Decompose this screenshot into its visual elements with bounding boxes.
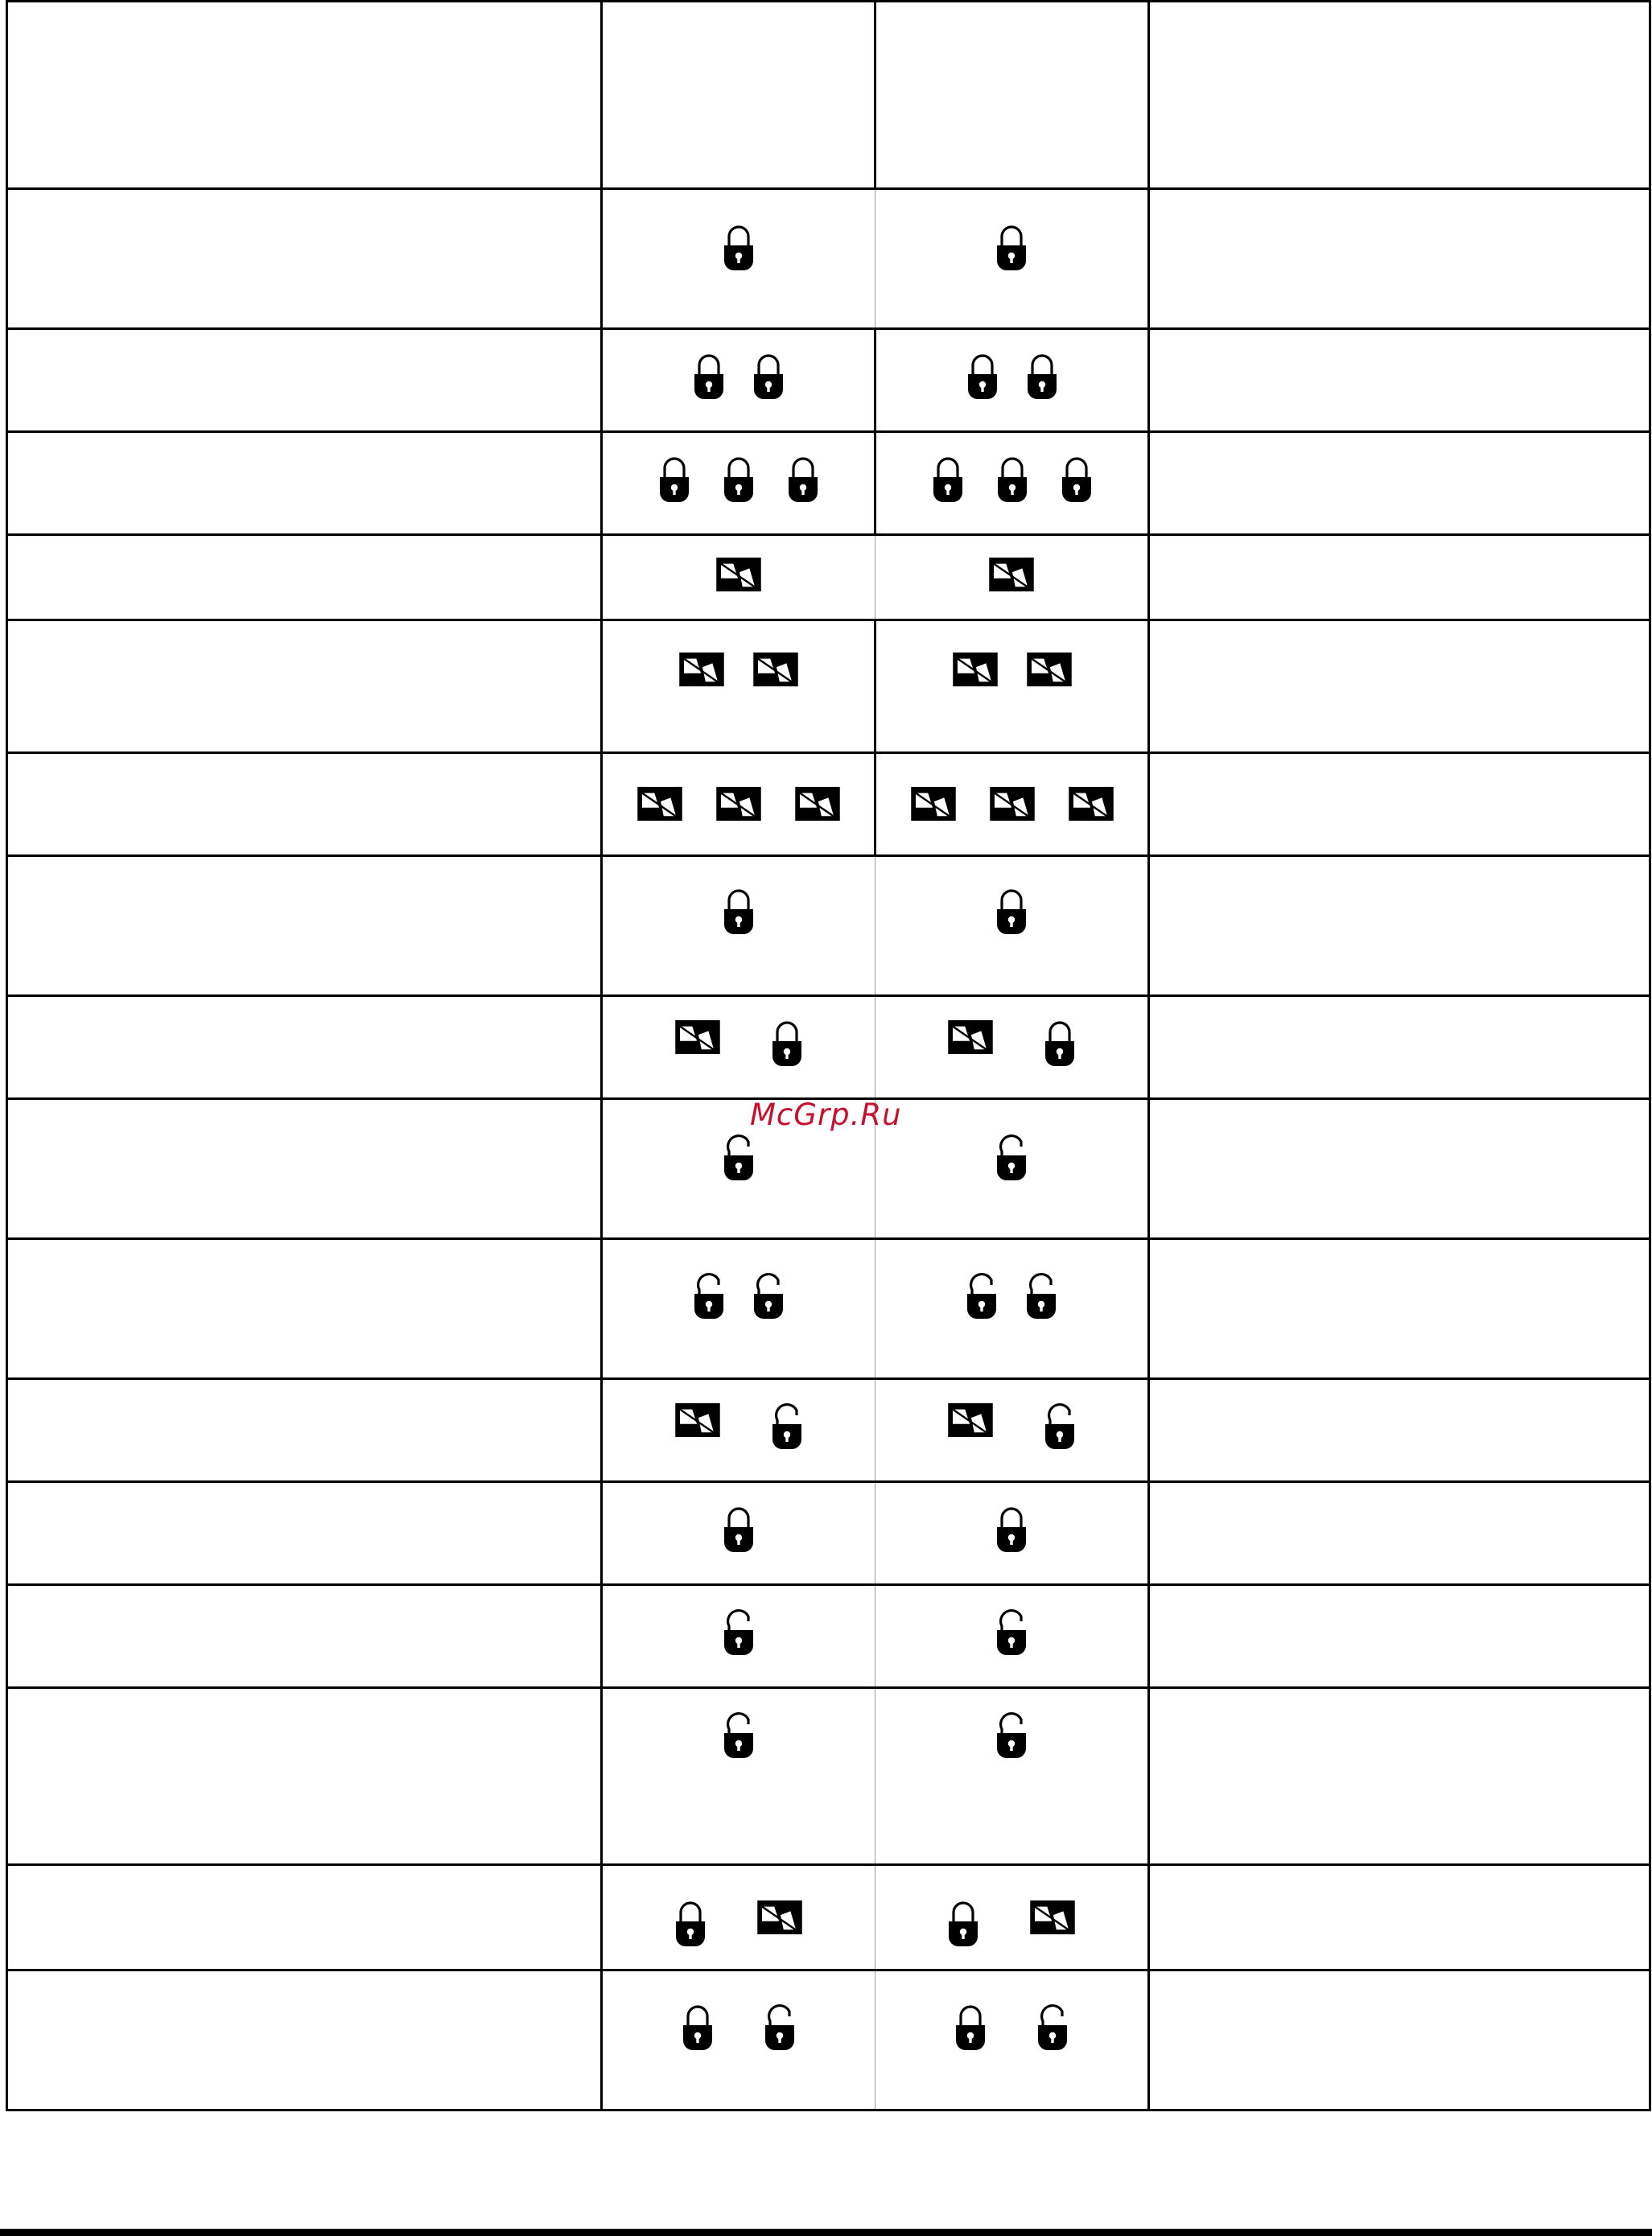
trunk-release-icon: [756, 1900, 803, 1935]
notes-cell: [1149, 1865, 1650, 1970]
icon-sequence: [876, 330, 1147, 401]
trunk-release-icon: [1026, 652, 1073, 687]
notes-cell: [1149, 535, 1650, 620]
unlocked-padlock-icon: [723, 1711, 755, 1760]
table-row: [7, 329, 1650, 432]
icon-sequence: [603, 1240, 875, 1320]
remote-b-cell: [875, 1239, 1149, 1379]
remote-b-cell: [875, 1379, 1149, 1482]
remote-b-cell: [875, 753, 1149, 856]
icon-sequence: [875, 1586, 1147, 1657]
notes-cell: [1149, 189, 1650, 329]
icon-sequence: [603, 1380, 875, 1451]
function-cell: [7, 620, 602, 753]
trunk-release-icon: [794, 786, 841, 822]
trunk-release-icon: [636, 786, 683, 822]
remote-b-cell: [875, 1099, 1149, 1239]
table-row: [7, 753, 1650, 856]
remote-a-cell: [602, 1688, 875, 1865]
remote-a-cell: [602, 189, 875, 329]
unlocked-padlock-icon: [752, 1272, 785, 1320]
icon-sequence: [875, 857, 1147, 936]
icon-sequence: [875, 1866, 1147, 1948]
locked-padlock-icon: [966, 352, 999, 401]
notes-cell: [1149, 1688, 1650, 1865]
remote-b-cell: [875, 1585, 1149, 1688]
unlocked-padlock-icon: [723, 1134, 755, 1182]
icon-sequence: [603, 536, 875, 592]
table-row: [7, 1379, 1650, 1482]
locked-padlock-icon: [674, 1900, 707, 1948]
icon-sequence: [603, 857, 875, 936]
function-cell: [7, 1379, 602, 1482]
trunk-release-icon: [1029, 1900, 1076, 1935]
table-row: [7, 189, 1650, 329]
locked-padlock-icon: [682, 2003, 714, 2052]
remote-b-cell: [875, 996, 1149, 1099]
trunk-release-icon: [952, 652, 999, 687]
icon-sequence: [603, 1971, 875, 2052]
icon-sequence: [603, 754, 874, 822]
function-cell: [7, 1970, 602, 2110]
notes-cell: [1149, 1970, 1650, 2110]
unlocked-padlock-icon: [995, 1711, 1028, 1760]
icon-sequence: [603, 433, 874, 504]
unlocked-padlock-icon: [1025, 1272, 1057, 1320]
icon-sequence: [875, 1971, 1147, 2052]
notes-cell: [1149, 432, 1650, 535]
notes-cell: [1149, 1482, 1650, 1585]
header-notes-cell: [1149, 2, 1650, 189]
function-cell: [7, 1099, 602, 1239]
trunk-release-icon: [674, 1402, 721, 1438]
unlocked-padlock-icon: [995, 1134, 1028, 1182]
header-remote-a-cell: [602, 2, 875, 189]
table-row: [7, 856, 1650, 996]
table-header-row: [7, 2, 1650, 189]
notes-cell: [1149, 620, 1650, 753]
trunk-release-icon: [715, 557, 762, 592]
unlocked-padlock-icon: [995, 1608, 1028, 1657]
trunk-release-icon: [678, 652, 725, 687]
notes-cell: [1149, 996, 1650, 1099]
unlocked-padlock-icon: [771, 1402, 803, 1451]
function-cell: [7, 1585, 602, 1688]
icon-sequence: [876, 433, 1147, 504]
locked-padlock-icon: [723, 887, 755, 936]
page-bottom-rule: [0, 2229, 1652, 2236]
locked-padlock-icon: [995, 887, 1028, 936]
locked-padlock-icon: [932, 455, 964, 504]
trunk-release-icon: [910, 786, 957, 822]
remote-a-cell: [602, 1379, 875, 1482]
remote-a-cell: [602, 1239, 875, 1379]
table-row: [7, 996, 1650, 1099]
remote-a-cell: [602, 432, 875, 535]
table-row: [7, 1970, 1650, 2110]
notes-cell: [1149, 329, 1650, 432]
icon-sequence: [876, 621, 1147, 687]
icon-sequence: [603, 1689, 875, 1760]
function-cell: [7, 432, 602, 535]
notes-cell: [1149, 1099, 1650, 1239]
locked-padlock-icon: [787, 455, 819, 504]
notes-cell: [1149, 1585, 1650, 1688]
icon-sequence: [875, 536, 1147, 592]
unlocked-padlock-icon: [1036, 2003, 1069, 2052]
header-remote-b-cell: [875, 2, 1149, 189]
remote-b-cell: [875, 620, 1149, 753]
notes-cell: [1149, 1239, 1650, 1379]
unlocked-padlock-icon: [1044, 1402, 1076, 1451]
locked-padlock-icon: [1061, 455, 1093, 504]
locked-padlock-icon: [723, 224, 755, 272]
remote-a-cell: [602, 1482, 875, 1585]
locked-padlock-icon: [771, 1019, 803, 1068]
locked-padlock-icon: [995, 1505, 1028, 1554]
icon-sequence: [875, 1483, 1147, 1554]
locked-padlock-icon: [954, 2003, 987, 2052]
remote-b-cell: [875, 1688, 1149, 1865]
locked-padlock-icon: [996, 455, 1028, 504]
trunk-release-icon: [1068, 786, 1114, 822]
remote-function-table: [6, 0, 1651, 2111]
remote-a-cell: [602, 856, 875, 996]
locked-padlock-icon: [947, 1900, 979, 1948]
watermark: McGrp.Ru: [750, 1097, 902, 1132]
remote-a-cell: [602, 753, 875, 856]
remote-a-cell: [602, 535, 875, 620]
icon-sequence: [876, 754, 1147, 822]
remote-a-cell: [602, 1970, 875, 2110]
remote-b-cell: [875, 535, 1149, 620]
unlocked-padlock-icon: [966, 1272, 998, 1320]
trunk-release-icon: [988, 557, 1035, 592]
icon-sequence: [603, 330, 874, 401]
icon-sequence: [603, 621, 874, 687]
icon-sequence: [603, 1483, 875, 1554]
locked-padlock-icon: [995, 224, 1028, 272]
icon-sequence: [875, 997, 1147, 1068]
remote-a-cell: [602, 996, 875, 1099]
icon-sequence: [603, 190, 875, 272]
table-row: [7, 535, 1650, 620]
function-cell: [7, 1482, 602, 1585]
function-cell: [7, 753, 602, 856]
trunk-release-icon: [947, 1019, 994, 1055]
function-cell: [7, 1688, 602, 1865]
unlocked-padlock-icon: [693, 1272, 725, 1320]
icon-sequence: [875, 1240, 1147, 1320]
table-row: [7, 1688, 1650, 1865]
remote-a-cell: [602, 329, 875, 432]
table-row: [7, 1865, 1650, 1970]
remote-b-cell: [875, 189, 1149, 329]
remote-b-cell: [875, 1482, 1149, 1585]
table-row: [7, 1482, 1650, 1585]
function-cell: [7, 856, 602, 996]
icon-sequence: [875, 1380, 1147, 1451]
icon-sequence: [603, 997, 875, 1068]
function-cell: [7, 1239, 602, 1379]
unlocked-padlock-icon: [764, 2003, 796, 2052]
table-row: [7, 620, 1650, 753]
remote-a-cell: [602, 1585, 875, 1688]
trunk-release-icon: [752, 652, 799, 687]
table-row: [7, 1585, 1650, 1688]
icon-sequence: [603, 1586, 875, 1657]
header-function-cell: [7, 2, 602, 189]
icon-sequence: [603, 1866, 875, 1948]
locked-padlock-icon: [752, 352, 785, 401]
locked-padlock-icon: [658, 455, 690, 504]
locked-padlock-icon: [723, 455, 755, 504]
trunk-release-icon: [947, 1402, 994, 1438]
function-cell: [7, 996, 602, 1099]
remote-b-cell: [875, 432, 1149, 535]
trunk-release-icon: [715, 786, 762, 822]
locked-padlock-icon: [1044, 1019, 1076, 1068]
remote-b-cell: [875, 1970, 1149, 2110]
unlocked-padlock-icon: [723, 1608, 755, 1657]
locked-padlock-icon: [1026, 352, 1058, 401]
function-cell: [7, 329, 602, 432]
function-cell: [7, 535, 602, 620]
table-row: [7, 1239, 1650, 1379]
remote-b-cell: [875, 856, 1149, 996]
function-cell: [7, 189, 602, 329]
remote-a-cell: [602, 620, 875, 753]
notes-cell: [1149, 856, 1650, 996]
notes-cell: [1149, 753, 1650, 856]
function-cell: [7, 1865, 602, 1970]
remote-b-cell: [875, 1865, 1149, 1970]
remote-b-cell: [875, 329, 1149, 432]
notes-cell: [1149, 1379, 1650, 1482]
locked-padlock-icon: [723, 1505, 755, 1554]
locked-padlock-icon: [693, 352, 725, 401]
icon-sequence: [875, 1689, 1147, 1760]
trunk-release-icon: [674, 1019, 721, 1055]
icon-sequence: [875, 1100, 1147, 1182]
icon-sequence: [875, 190, 1147, 272]
table-row: [7, 432, 1650, 535]
remote-a-cell: [602, 1865, 875, 1970]
trunk-release-icon: [989, 786, 1036, 822]
